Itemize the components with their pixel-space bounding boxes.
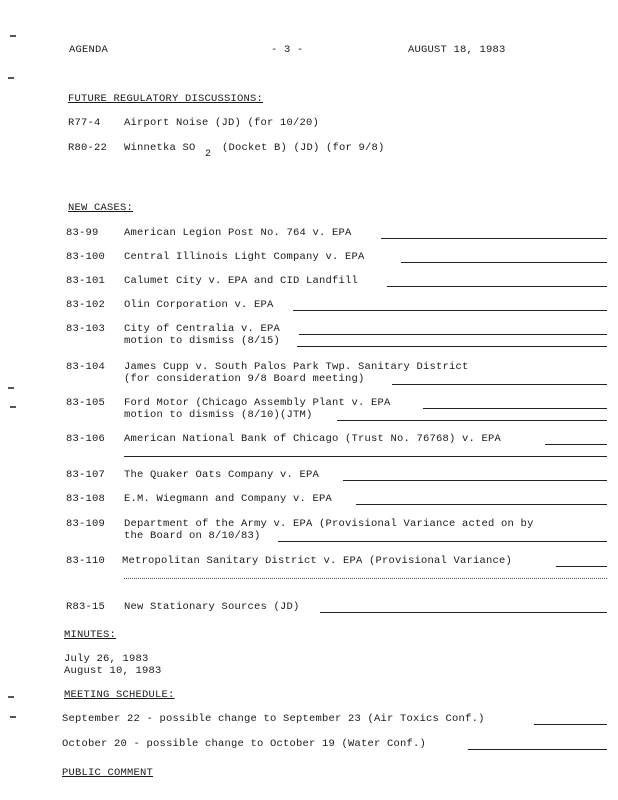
blank-line xyxy=(124,456,607,457)
case-number: 83-105 xyxy=(66,397,106,409)
blank-line xyxy=(299,334,607,335)
blank-line xyxy=(392,384,607,385)
case-title: City of Centralia v. EPA xyxy=(124,323,281,335)
blank-line xyxy=(423,408,607,409)
case-number: 83-103 xyxy=(66,323,106,335)
blank-line xyxy=(343,480,607,481)
case-title: American Legion Post No. 764 v. EPA xyxy=(124,227,352,239)
scan-mark xyxy=(10,716,16,718)
future-discussions-heading: FUTURE REGULATORY DISCUSSIONS: xyxy=(68,93,264,105)
case-number: 83-100 xyxy=(66,251,106,263)
subscript: 2 xyxy=(205,149,212,160)
case-title: New Stationary Sources (JD) xyxy=(124,601,300,613)
case-title: American National Bank of Chicago (Trust No. 76768) v. EPA xyxy=(124,433,502,445)
blank-line xyxy=(381,238,607,239)
case-number: 83-109 xyxy=(66,518,106,530)
scan-mark xyxy=(10,35,16,37)
item-text: Airport Noise (JD) (for 10/20) xyxy=(124,117,320,129)
blank-line xyxy=(278,541,607,542)
case-number: 83-104 xyxy=(66,361,106,373)
case-title: James Cupp v. South Palos Park Twp. Sanitary District xyxy=(124,361,469,373)
case-number: 83-99 xyxy=(66,227,99,239)
item-number: R77-4 xyxy=(68,117,101,129)
case-title: Olin Corporation v. EPA xyxy=(124,299,274,311)
scan-mark xyxy=(8,696,14,698)
case-title: Central Illinois Light Company v. EPA xyxy=(124,251,365,263)
blank-line xyxy=(293,310,607,311)
blank-line xyxy=(337,420,607,421)
public-comment-heading: PUBLIC COMMENT xyxy=(62,767,154,779)
case-number: 83-108 xyxy=(66,493,106,505)
scan-mark xyxy=(8,387,14,389)
blank-line xyxy=(401,262,607,263)
case-number: 83-101 xyxy=(66,275,106,287)
case-title: Ford Motor (Chicago Assembly Plant v. EPA xyxy=(124,397,391,409)
case-number: 83-107 xyxy=(66,469,106,481)
blank-line xyxy=(320,612,607,613)
meeting-item: October 20 - possible change to October 19 (Water Conf.) xyxy=(62,738,427,750)
blank-line xyxy=(297,346,607,347)
new-cases-heading: NEW CASES: xyxy=(68,202,134,214)
blank-line xyxy=(387,286,607,287)
scan-mark xyxy=(8,77,14,79)
case-note: (for consideration 9/8 Board meeting) xyxy=(124,373,365,385)
case-number: 83-110 xyxy=(66,555,106,567)
case-note: the Board on 8/10/83) xyxy=(124,530,261,542)
header-agenda: AGENDA xyxy=(69,44,109,56)
item-text-cont: (Docket B) (JD) (for 9/8) xyxy=(222,142,385,154)
case-title: E.M. Wiegmann and Company v. EPA xyxy=(124,493,333,505)
case-title: The Quaker Oats Company v. EPA xyxy=(124,469,320,481)
blank-line xyxy=(468,749,607,750)
blank-line xyxy=(545,444,607,445)
meeting-schedule-heading: MEETING SCHEDULE: xyxy=(64,689,175,701)
case-number: 83-106 xyxy=(66,433,106,445)
blank-line xyxy=(534,724,607,725)
meeting-item: September 22 - possible change to September 23 (Air Toxics Conf.) xyxy=(62,713,485,725)
blank-line xyxy=(556,566,607,567)
scan-mark xyxy=(10,406,16,408)
case-note: motion to dismiss (8/15) xyxy=(124,335,281,347)
case-number: R83-15 xyxy=(66,601,106,613)
item-text: Winnetka SO xyxy=(124,142,196,154)
case-title: Metropolitan Sanitary District v. EPA (Provisional Variance) xyxy=(122,555,513,567)
case-title: Department of the Army v. EPA (Provisional Variance acted on by xyxy=(124,518,534,530)
case-title: Calumet City v. EPA and CID Landfill xyxy=(124,275,359,287)
header-page-number: - 3 - xyxy=(271,44,304,56)
header-date: AUGUST 18, 1983 xyxy=(408,44,506,56)
case-number: 83-102 xyxy=(66,299,106,311)
minutes-heading: MINUTES: xyxy=(64,629,117,641)
blank-line xyxy=(124,578,607,579)
item-number: R80-22 xyxy=(68,142,108,154)
minutes-date: August 10, 1983 xyxy=(64,665,162,677)
case-note: motion to dismiss (8/10)(JTM) xyxy=(124,409,313,421)
blank-line xyxy=(356,504,607,505)
minutes-date: July 26, 1983 xyxy=(64,653,149,665)
